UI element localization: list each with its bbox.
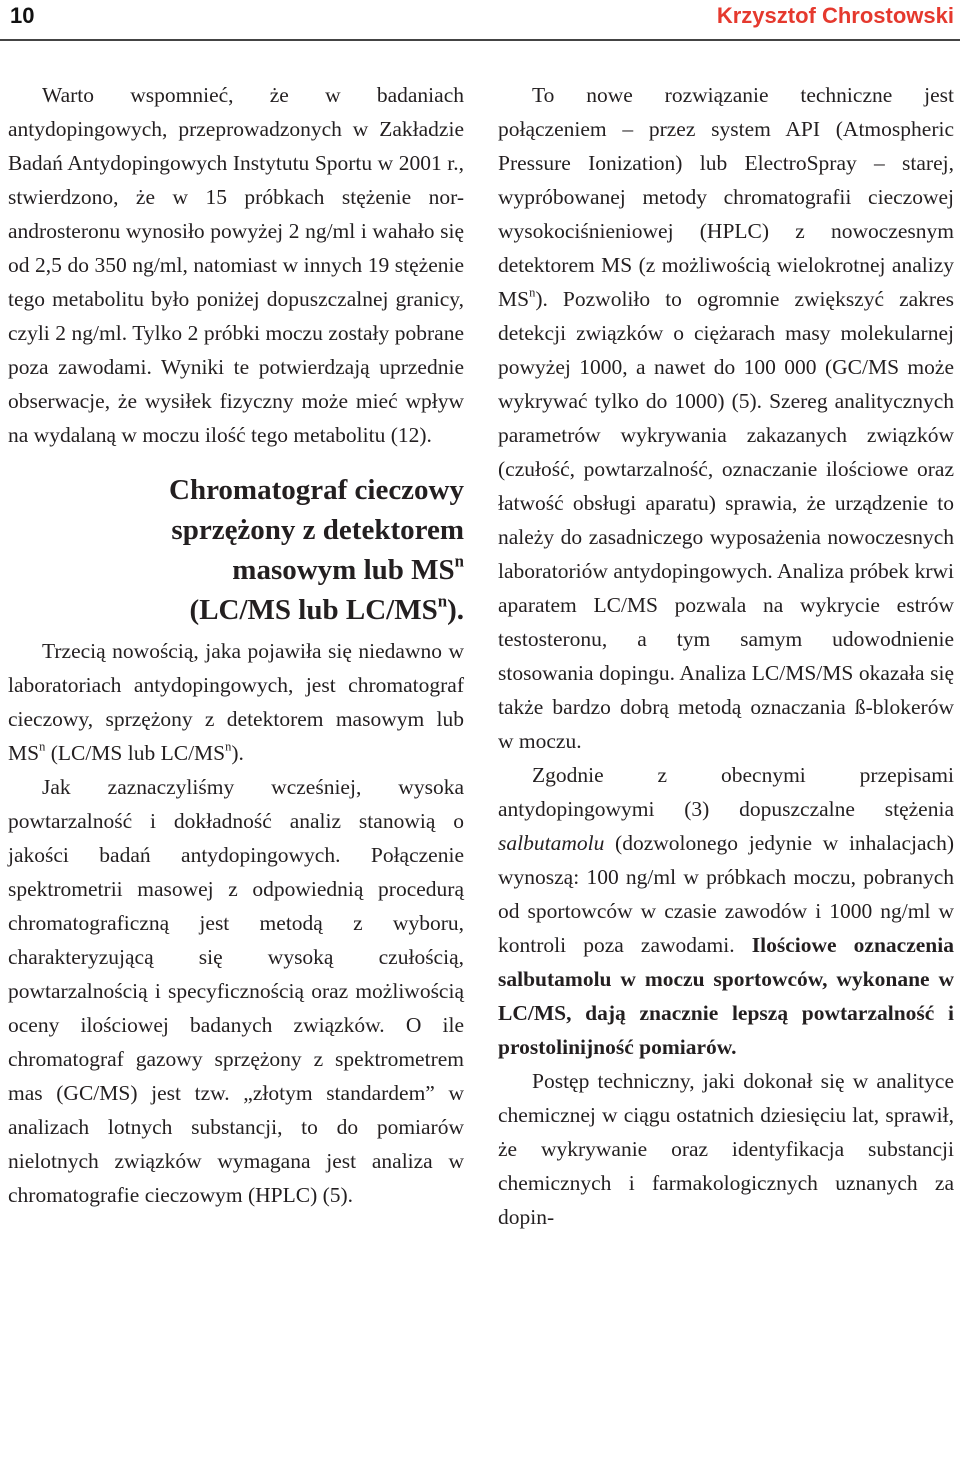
- rp1-sup: n: [529, 285, 536, 300]
- rp2-text-b: (dozwolonego jedynie w inhalacjach) wynoszą: 100 ng/ml w próbkach moczu, pobranych od sportowców w czasie zawodów i 1000 ng/ml w kontroli poza zawodami.: [498, 831, 954, 957]
- p2-sup-1: n: [39, 739, 46, 754]
- paragraph-salbutamol: [498, 758, 954, 1064]
- rp2-italic: salbutamolu: [498, 831, 605, 855]
- rp2-bold: Ilościowe oznaczenia salbutamolu w moczu sportowców, wykonane w LC/MS, dają znacznie lepszą powtarzalność i prostoliniјność pomiarów.: [498, 933, 954, 1059]
- rp1-text-a: To nowe rozwiązanie techniczne jest połączeniem – przez system API (Atmospheric Pressure Ionization) lub ElectroSpray – starej, wypróbowanej metody chromatografii cieczowej wysokociśnieniowej (HPLC) z nowoczesnym detektorem MS (z możliwością wielokrotnej analizy MS: [498, 83, 954, 311]
- p2-text-a: Trzecią nowością, jaka pojawiła się niedawno w laboratoriach antydopingowych, jest chromatograf cieczowy, sprzężony z detektorem masowym lub MS: [8, 639, 464, 765]
- p2-sup-2: n: [225, 739, 232, 754]
- left-column: [8, 78, 464, 1212]
- page-number: 10: [10, 3, 35, 28]
- page-header: [0, 0, 960, 44]
- heading-line-3-text: masowym lub MS: [232, 554, 455, 586]
- heading-line-1: Chromatograf cieczowy: [169, 474, 464, 506]
- section-heading: [8, 470, 464, 630]
- header-rule: [0, 39, 960, 41]
- heading-sup-1: n: [454, 551, 464, 571]
- right-column: [498, 78, 954, 1234]
- running-author: Krzysztof Chrostowski: [716, 3, 954, 28]
- paragraph-nandrolone-results: Warto wspomnieć, że w badaniach antydopingowych, przeprowadzonych w Zakładzie Badań Antydopingowych Instytutu Sportu w 2001 r., stwierdzono, że w 15 próbkach stężenie nor-androsteronu wynosiło powyżej 2 ng/ml i wahało się od 2,5 do 350 ng/ml, natomiast w innych 19 stężenie tego metabolitu było poniżej dopuszczalnej granicy, czyli 2 ng/ml. Tylko 2 próbki moczu zostały pobrane poza zawodami. Wyniki te potwierdzają uprzednie obserwacje, że wysiłek fizyczny może mieć wpływ na wydalaną w moczu ilość tego metabolitu (12).: [8, 83, 464, 447]
- rp2-text-a: Zgodnie z obecnymi przepisami antydopingowymi (3) dopuszczalne stężenia: [498, 763, 954, 821]
- heading-line-2: sprzężony z detektorem: [171, 514, 464, 546]
- paragraph-lcms-intro: [8, 634, 464, 770]
- heading-line-4: [8, 590, 464, 630]
- heading-line-3: [8, 550, 464, 590]
- p2-text-c: ).: [231, 741, 244, 765]
- paragraph-mass-spectrometry: Jak zaznaczyliśmy wcześniej, wysoka powtarzalność i dokładność analiz stanowią o jakości badań antydopingowych. Połączenie spektrometrii masowej z odpowiednią procedurą chromatograficzną jest metodą z wyboru, charakteryzującą się wysoką czułością, powtarzalnością i specyficznością oraz możliwością oceny ilościowej badanych związków. O ile chromatograf gazowy sprzężony z spektrometrem mas (GC/MS) jest tzw. „złotym standardem” w analizach lotnych substancji, to do pomiarów nielotnych związków wymagana jest analiza w chromatografie cieczowym (HPLC) (5).: [8, 775, 464, 1207]
- heading-line-4-text-b: ).: [447, 594, 464, 626]
- rp1-text-b: ). Pozwoliło to ogromnie zwiększyć zakres detekcji związków o ciężarach masy molekularnej powyżej 1000, a nawet do 100 000 (GC/MS może wykrywać tylko do 1000) (5). Szereg analitycznych parametrów wykrywania zakazanych związków (czułość, powtarzalność, oznaczanie ilościowe oraz łatwość obsługi aparatu) sprawia, że urządzenie to należy do zasadniczego wyposażenia nowoczesnych laboratoriów antydopingowych. Analiza próbek krwi aparatem LC/MS pozwala na wykrycie estrów testosteronu, a tym samym udowodnienie stosowania dopingu. Analiza LC/MS/MS okazała się także bardzo dobrą metodą oznaczania ß-blokerów w moczu.: [498, 287, 954, 753]
- heading-sup-2: n: [437, 591, 448, 611]
- paragraph-technical-progress: Postęp techniczny, jaki dokonał się w analityce chemicznej w ciągu ostatnich dziesięciu lat, sprawił, że wykrywanie oraz identyfikacja substancji chemicznych i farmakologicznych uznanych za dopin-: [498, 1069, 954, 1229]
- heading-line-4-text-a: (LC/MS lub LC/MS: [189, 594, 438, 626]
- paragraph-technical-solution: [498, 78, 954, 758]
- p2-text-b: (LC/MS lub LC/MS: [45, 741, 226, 765]
